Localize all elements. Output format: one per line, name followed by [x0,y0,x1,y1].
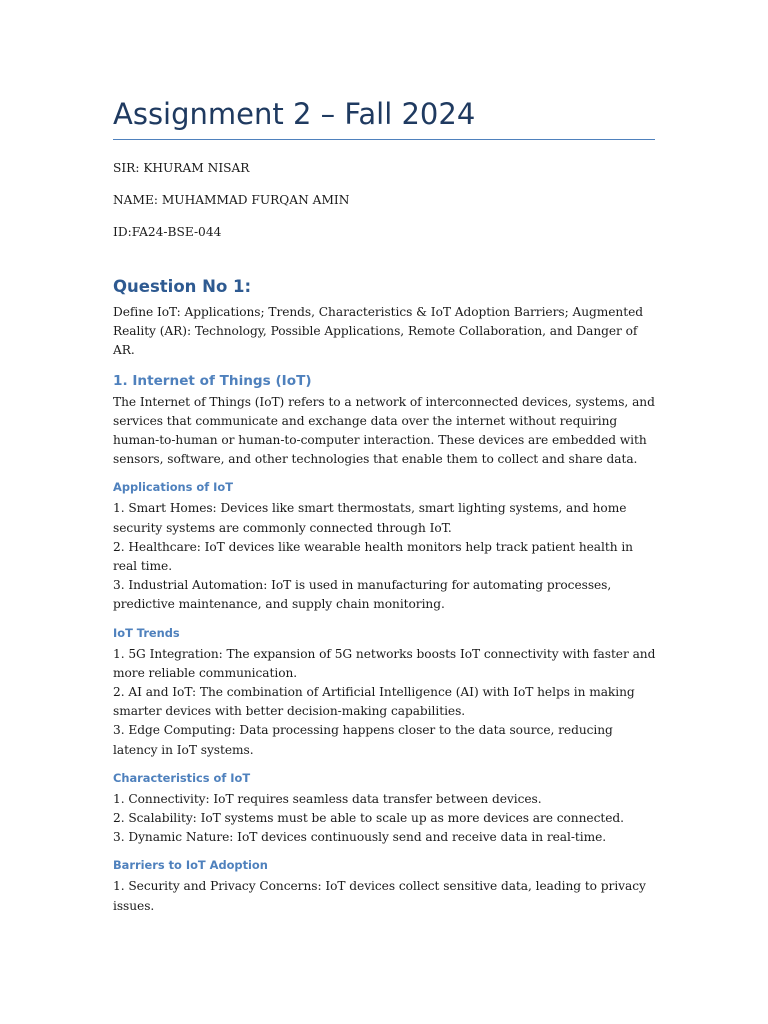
trends-heading: IoT Trends [113,625,180,640]
list-item: 3. Edge Computing: Data processing happens closer to the data source, reducing latency in IoT systems. [113,723,613,757]
section-heading-iot: 1. Internet of Things (IoT) [113,372,312,389]
iot-intro-paragraph: The Internet of Things (IoT) refers to a network of interconnected devices, systems, and services that communicate and exchange data over the internet without requiring human-to-human or human-to-computer interaction. These devices are embedded with sensors, software, and other technologies that enable them to collect and share data. [113,394,655,467]
list-item: 3. Industrial Automation: IoT is used in manufacturing for automating processes, predictive maintenance, and supply chain monitoring. [113,578,612,612]
student-name-line: NAME: MUHAMMAD FURQAN AMIN [113,193,350,207]
document-title: Assignment 2 – Fall 2024 [113,97,476,131]
list-item: 1. Connectivity: IoT requires seamless data transfer between devices. [113,791,542,806]
student-id-line: ID:FA24-BSE-044 [113,225,222,239]
list-item: 1. Smart Homes: Devices like smart thermostats, smart lighting systems, and home security systems are commonly connected through IoT. [113,501,627,535]
title-divider [113,139,655,140]
question-text: Define IoT: Applications; Trends, Characteristics & IoT Adoption Barriers; Augmented Reality (AR): Technology, Possible Applications, Remote Collaboration, and Danger of AR. [113,305,643,358]
list-item: 3. Dynamic Nature: IoT devices continuously send and receive data in real-time. [113,830,607,845]
barriers-heading: Barriers to IoT Adoption [113,858,268,873]
list-item: 1. Security and Privacy Concerns: IoT devices collect sensitive data, leading to privacy issues. [113,879,646,913]
instructor-line: SIR: KHURAM NISAR [113,161,250,175]
list-item: 2. AI and IoT: The combination of Artificial Intelligence (AI) with IoT helps in making smarter devices with better decision-making capabilities. [113,685,635,719]
applications-heading: Applications of IoT [113,480,233,495]
list-item: 2. Healthcare: IoT devices like wearable health monitors help track patient health in real time. [113,539,633,574]
document-body [113,276,658,916]
list-item: 2. Scalability: IoT systems must be able to scale up as more devices are connected. [113,811,624,826]
characteristics-heading: Characteristics of IoT [113,770,251,785]
list-item: 1. 5G Integration: The expansion of 5G networks boosts IoT connectivity with faster and more reliable communication. [113,646,656,680]
question-heading: Question No 1: [113,277,252,296]
